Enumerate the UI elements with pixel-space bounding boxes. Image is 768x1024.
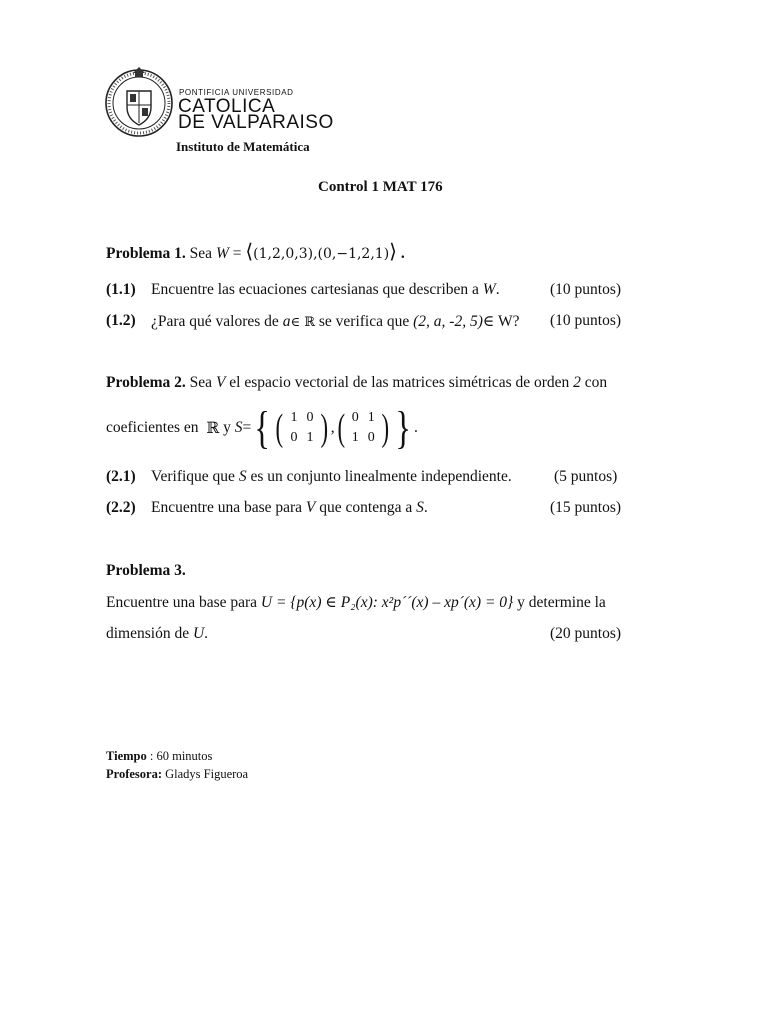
item-number: (1.2) [106,312,136,329]
problem2-end: . [413,419,418,436]
problem2-eq: = [242,419,252,436]
item-number: (1.1) [106,281,136,298]
matrix-entry: 0 [367,430,375,445]
matrix-entry: 0 [306,410,314,425]
item-text [151,312,519,331]
professor-label: Profesora: [106,767,162,781]
reals-symbol: ℝ [206,419,220,437]
problem2-text-a: Sea [189,374,213,391]
item-2-2 [106,499,636,517]
problem1-label: Problema 1. [106,245,186,262]
problem3-line1 [106,593,606,612]
time-value: : 60 minutos [149,749,213,763]
item-1-2-in: ∈ W? [482,313,520,330]
span-close-bracket: ⟩ [389,241,397,263]
item-1-2-var: a [282,313,291,330]
matrix-1-right-paren: ) [320,407,329,449]
university-name-line2: CATOLICA [178,96,276,117]
matrix-entry: 1 [351,430,359,445]
problem2-y: y [223,419,231,436]
university-name-line1: PONTIFICIA UNIVERSIDAD [179,88,294,97]
matrix-entry: 0 [351,410,359,425]
item-2-2-text-a: Encuentre una base para [151,499,303,516]
problem1-var-w: W [215,245,229,262]
matrix-entry: 0 [290,430,298,445]
item-text [151,468,512,486]
seal-icon [105,65,173,139]
matrix-2-entries [347,408,379,448]
item-2-1-var: S [238,468,247,485]
institute-name: Instituto de Matemática [176,139,310,154]
problem3-line1-a: Encuentre una base para [106,594,258,611]
matrix-entry: 1 [290,410,298,425]
item-1-1-var: W [482,281,496,298]
item-1-2-text2: se verifica que [315,313,410,330]
problem3-end: . [204,625,209,642]
page-title: Control 1 MAT 176 [318,179,443,195]
matrix-entry: 1 [367,410,375,425]
matrix-1-entries [286,408,318,448]
problem2-line2-text: coeficientes en [106,419,199,436]
item-points: (5 puntos) [554,468,618,485]
item-1-2-set: ∈ ℝ [290,315,316,330]
item-points: (15 puntos) [550,499,622,516]
set-close-brace: } [395,402,411,453]
problem3-line2-a: dimensión de [106,625,190,642]
item-1-1-text: Encuentre las ecuaciones cartesianas que describen a [151,281,479,298]
item-text [151,499,428,517]
item-1-2 [106,312,636,330]
matrix-2 [335,408,392,448]
university-seal [105,65,173,139]
item-2-2-text-b: que contenga a [319,499,413,516]
matrix-2-right-paren: ) [381,407,390,449]
problem2-text-b: el espacio vectorial de las matrices simétricas de orden [229,374,570,391]
span-open-bracket: ⟨ [245,241,254,263]
problem3-points: (20 puntos) [550,625,622,642]
problem1-statement [106,241,405,265]
item-2-2-var: V [305,499,316,516]
item-points: (10 puntos) [550,312,622,329]
problem1-text: Sea [189,245,213,262]
matrix-separator: , [330,419,335,436]
problem1-span-vectors: (1,2,0,3),(0,−1,2,1) [253,246,390,262]
matrix-1 [273,408,330,448]
university-name-line3: DE VALPARAISO [178,112,334,133]
item-1-2-text: ¿Para qué valores de [151,313,279,330]
problem2-var-v: V [215,374,226,391]
item-1-2-vector: (2, a, -2, 5) [413,313,483,330]
item-number: (2.1) [106,468,136,485]
footer-time [106,749,212,764]
problem2-order: 2 [573,374,581,391]
problem2-label: Problema 2. [106,374,186,391]
item-text [151,281,500,299]
footer-professor [106,767,248,782]
problem3-line1-b: y determine la [517,594,606,611]
problem3-line2 [106,625,636,643]
time-label: Tiempo [106,749,147,763]
item-2-2-var2: S [416,499,424,516]
problem2-text-c: con [584,374,608,391]
item-number: (2.2) [106,499,136,516]
matrix-1-left-paren: ( [275,407,284,449]
problem3-set-definition: U = {p(x) ∈ P₂(x): x²p´´(x) – xp´(x) = 0} [260,594,514,611]
item-points: (10 puntos) [550,281,622,298]
item-2-1-text-a: Verifique que [151,468,235,485]
problem2-statement-line1 [106,374,607,392]
problem1-end: . [396,245,405,262]
item-2-1-text-b: es un conjunto linealmente independiente. [250,468,512,485]
item-2-2-end: . [423,499,428,516]
problem2-var-s: S [234,419,243,436]
matrix-entry: 1 [306,430,314,445]
matrix-2-left-paren: ( [337,407,345,449]
problem3-label: Problema 3. [106,562,186,579]
problem1-eq: = [228,245,246,262]
item-1-1-end: . [495,281,500,298]
problem3-var-u: U [192,625,205,642]
set-open-brace: { [254,402,271,453]
item-2-1 [106,468,636,486]
professor-name: Gladys Figueroa [165,767,249,781]
item-1-1 [106,281,636,299]
problem2-statement-line2 [106,403,418,453]
